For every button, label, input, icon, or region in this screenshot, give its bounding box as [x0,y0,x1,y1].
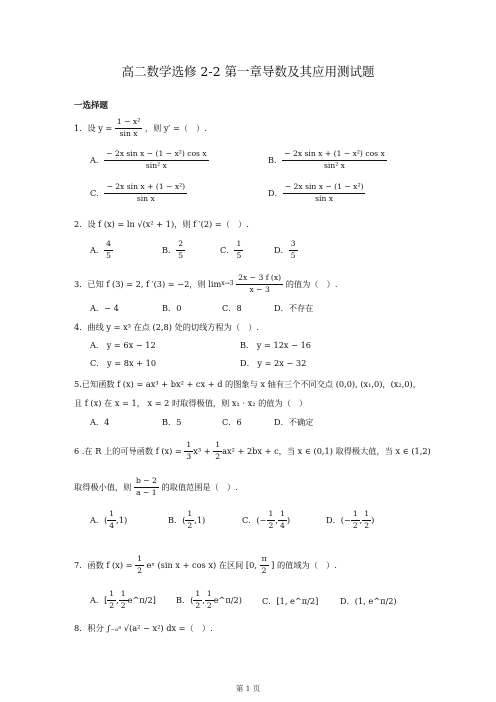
question-2: 2．设 f (x) = ln √(x² + 1)，则 f ′(2) =（ ）. [74,219,249,229]
q7-option-c: C．[1, e^π/2] [262,596,319,606]
q2-option-a: A． $\frac{4}{5}$ [90,239,111,260]
question-6-line-2: 取得极小值，则 $\frac{b - 2}{a - 1}$ 的取值范围是（ ）. [74,476,238,497]
q7-option-b: B．( $\frac{1}{2}$ , $\frac{1}{2}$ e^π/2) [176,589,242,610]
section-heading: 一选择题 [74,101,109,111]
q5-option-d: D．不确定 [274,417,314,427]
q6-option-c: C．(− $\frac{1}{2}$ , $\frac{1}{4}$ ) [242,509,291,530]
q6-option-a: A．( $\frac{1}{4}$ ,1) [90,509,128,530]
question-5-line-2: 且 f (x) 在 x = 1， x = 2 时取得极值，则 x₁ · x₂ 的值为（ ） [74,398,308,408]
q7-option-d: D．(1, e^π/2) [340,596,397,606]
q1-option-a: A． $\frac{\text{− 2x sin x − (1 − x²) cos x}}{\text{sin² x}}$ [90,149,207,170]
q2-option-d: D． $\frac{3}{5}$ [274,239,296,260]
question-6-line-1: 6 .在 R 上的可导函数 f (x) = $\frac{1}{3}$ x³ + $\frac{1}{2}$ ax² + 2bx + c，当 x ∈ (0,1) 取得极大值，当 x ∈ (1,2) [74,440,431,461]
q4-option-a: A． y = 6x − 12 [90,340,156,350]
q1-y: y = [98,123,113,134]
q1-option-d: D． $\frac{\text{− 2x sin x − (1 − x²)}}{\text{sin x}}$ [268,182,364,203]
q1-label: 1．设 [74,123,96,134]
q5-option-c: C．6 [222,417,242,427]
question-1 [74,118,207,138]
q1-tail: ，则 y′ =（ ）. [144,123,207,134]
q2-option-b: B． $\frac{2}{5}$ [162,239,184,260]
q1-option-c: C． $\frac{\text{− 2x sin x + (1 − x²)}}{\text{sin x}}$ [90,182,186,203]
q2-option-c: C． $\frac{1}{5}$ [220,239,242,260]
q4-option-b: B． y = 12x − 16 [240,340,312,350]
question-8: 8．积分 ∫₋ₐᵃ √(a² − x²) dx =（ ）. [74,623,213,633]
q4-option-d: D． y = 2x − 32 [240,358,307,368]
q5-option-b: B．5 [162,417,182,427]
question-4: 4．曲线 y = x³ 在点 (2,8) 处的切线方程为（ ）. [74,322,260,332]
q4-option-c: C． y = 8x + 10 [90,358,157,368]
q3-option-d: D．不存在 [274,303,314,313]
q5-option-a: A．4 [90,417,110,427]
page-title: 高二数学选修 2-2 第一章导数及其应用测试题 [121,64,375,79]
q6-option-b: B．( $\frac{1}{2}$ ,1) [168,509,206,530]
q1-fraction: $\frac{\text{1 − x²}}{\text{sin x}}$ [116,117,141,138]
q3-option-c: C．8 [222,303,242,313]
q3-option-a: A．− 4 [90,303,119,313]
q3-option-b: B．0 [162,303,182,313]
question-5-line-1: 5.已知函数 f (x) = ax³ + bx² + cx + d 的图象与 x 轴有三个不同交点 (0,0), (x₁,0)，(x₂,0)， [74,379,421,389]
q6-option-d: D．(− $\frac{1}{2}$ , $\frac{1}{2}$ ) [326,509,375,530]
q1-option-b: B． $\frac{\text{− 2x sin x + (1 − x²) cos x}}{\text{sin² x}}$ [268,149,385,170]
page-footer: 第 1 页 [235,684,261,693]
q7-option-a: A．[ $\frac{1}{2}$ , $\frac{1}{2}$ e^π/2] [90,589,156,610]
question-7: 7．函数 f (x) = $\frac{1}{2}$ eˣ (sin x + cos x) 在区间 [0, $\frac{\pi}{2}$ ] 的值域为（ ）. [74,554,337,575]
question-3: 3．已知 f (3) = 2, f ′(3) = −2，则 limx→3 $\frac{2x - 3 f (x)}{x - 3}$ 的值为（ ）. [74,273,338,294]
